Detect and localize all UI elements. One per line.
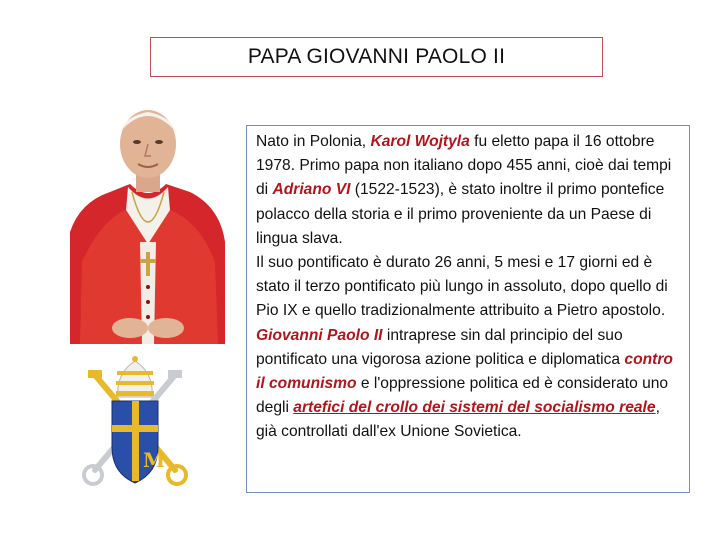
coat-of-arms-icon — [80, 355, 190, 495]
highlighted-term: Giovanni Paolo II — [256, 326, 383, 344]
biography-text-box — [246, 125, 690, 493]
pope-portrait-image — [70, 92, 225, 344]
coat-of-arms-letter: M — [143, 448, 166, 472]
page-title: PAPA GIOVANNI PAOLO II — [247, 45, 506, 68]
body-text: Nato in Polonia, — [256, 133, 371, 150]
title-box — [150, 37, 603, 77]
highlighted-term: Adriano VI — [272, 181, 351, 199]
body-text: e l'oppressione politica ed è considerato uno degli — [256, 375, 669, 417]
body-text: Il suo pontificato è durato 26 anni, 5 mesi e 17 giorni ed è stato il terzo pontificato più lungo in assoluto, dopo quello di Pio IX e quello tradizionalmente attribuito a Pietro apostolo. — [256, 254, 668, 320]
papal-coat-of-arms — [80, 355, 190, 495]
body-text: , già controllati dall'ex Unione Sovietica. — [256, 399, 660, 441]
body-text: fu eletto papa il 16 ottobre 1978. Primo papa non italiano dopo 455 anni, cioè dai tempi di — [256, 133, 672, 199]
biography-paragraph-1 — [256, 130, 681, 251]
body-text: intraprese sin dal principio del suo pontificato una vigorosa azione politica e diplomatica — [256, 326, 625, 368]
highlighted-term: Karol Wojtyla — [370, 133, 470, 150]
highlighted-term: contro il comunismo — [256, 350, 673, 393]
portrait-photo — [70, 92, 225, 344]
highlighted-term: artefici del crollo dei sistemi del socialismo reale — [293, 399, 656, 417]
biography-paragraph-2 — [256, 251, 681, 445]
body-text: (1522-1523), è stato inoltre il primo pontefice polacco della storia e il primo proveniente da un Paese di lingua slava. — [256, 181, 665, 247]
